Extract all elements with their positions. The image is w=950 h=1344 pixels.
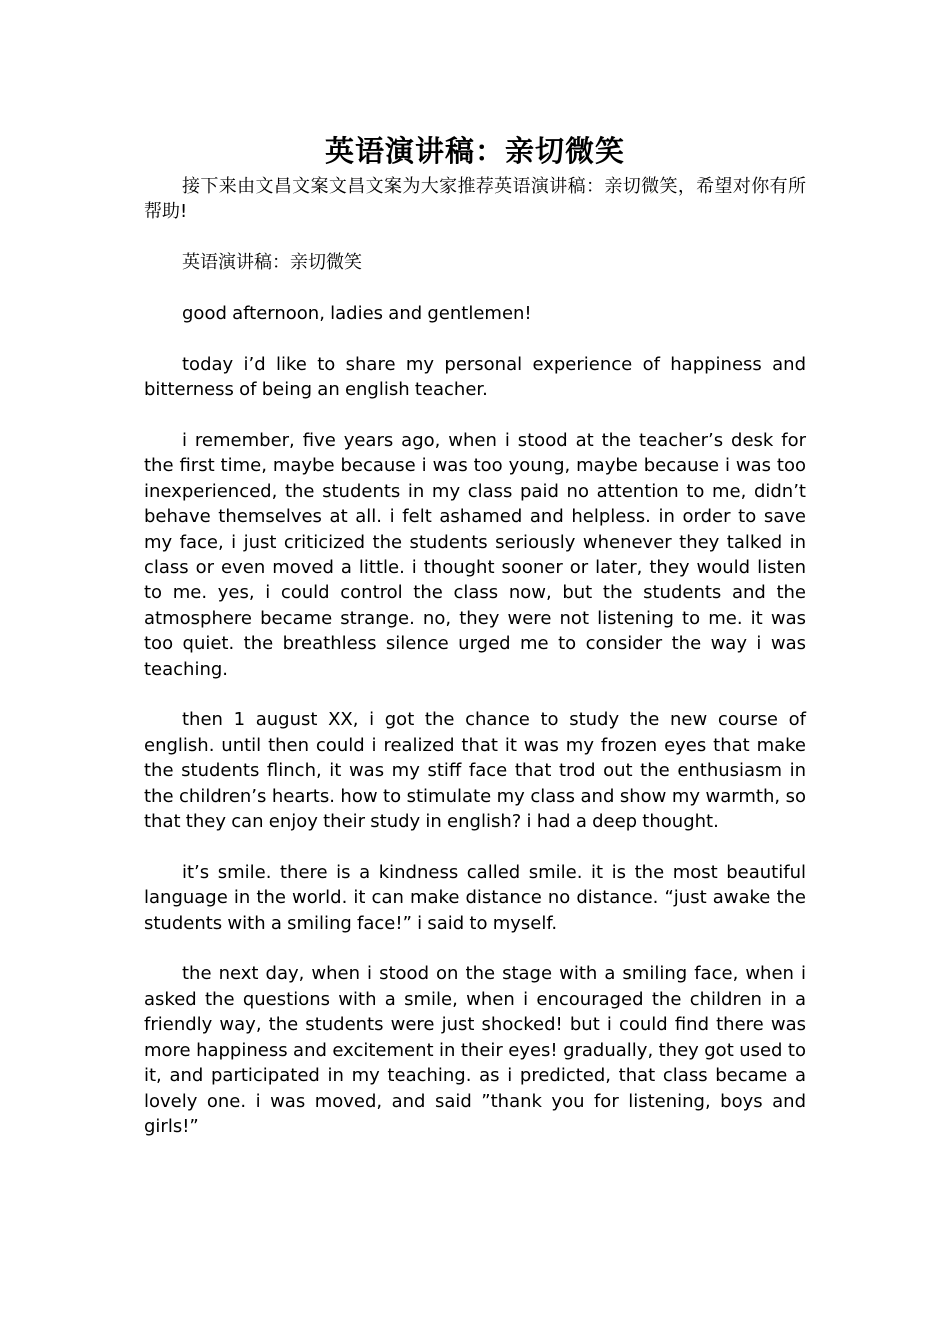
body-paragraph: it’s smile. there is a kindness called smile. it is the most beautiful language in the world. it can make distance no distance. “just awake the students with a smiling face!” i said to myself. [144,861,806,934]
intro-paragraph: 接下来由文昌文案文昌文案为大家推荐英语演讲稿：亲切微笑，希望对你有所帮助! [144,176,806,223]
page-title: 英语演讲稿：亲切微笑 [324,134,625,168]
speech-heading: 英语演讲稿：亲切微笑 [182,252,362,274]
greeting-paragraph: good afternoon, ladies and gentlemen! [182,303,532,324]
body-paragraph: today i’d like to share my personal experience of happiness and bitterness of being an english teacher. [144,353,806,401]
body-paragraph: the next day, when i stood on the stage with a smiling face, when i asked the questions with a smile, when i encouraged the children in a friendly way, the students were just shocked! but i could find there was more happiness and excitement in their eyes! gradually, they got used to it, and participated in my teaching. as i predicted, that class became a lovely one. i was moved, and said ”thank you for listening, boys and girls!” [144,963,806,1137]
document-page [144,130,806,1139]
body-paragraph: i remember, five years ago, when i stood at the teacher’s desk for the first time, maybe because i was too young, maybe because i was too inexperienced, the students in my class paid no attention to me, didn’t behave themselves at all. i felt ashamed and helpless. in order to save my face, i just criticized the students seriously whenever they talked in class or even moved a little. i thought sooner or later, they would listen to me. yes, i could control the class now, but the students and the atmosphere became strange. no, they were not listening to me. it was too quiet. the breathless silence urged me to consider the way i was teaching. [144,430,806,680]
body-paragraph: then 1 august XX, i got the chance to study the new course of english. until then could i realized that it was my frozen eyes that make the students flinch, it was my stiff face that trod out the enthusiasm in the children’s hearts. how to stimulate my class and show my warmth, so that they can enjoy their study in english? i had a deep thought. [144,709,806,833]
